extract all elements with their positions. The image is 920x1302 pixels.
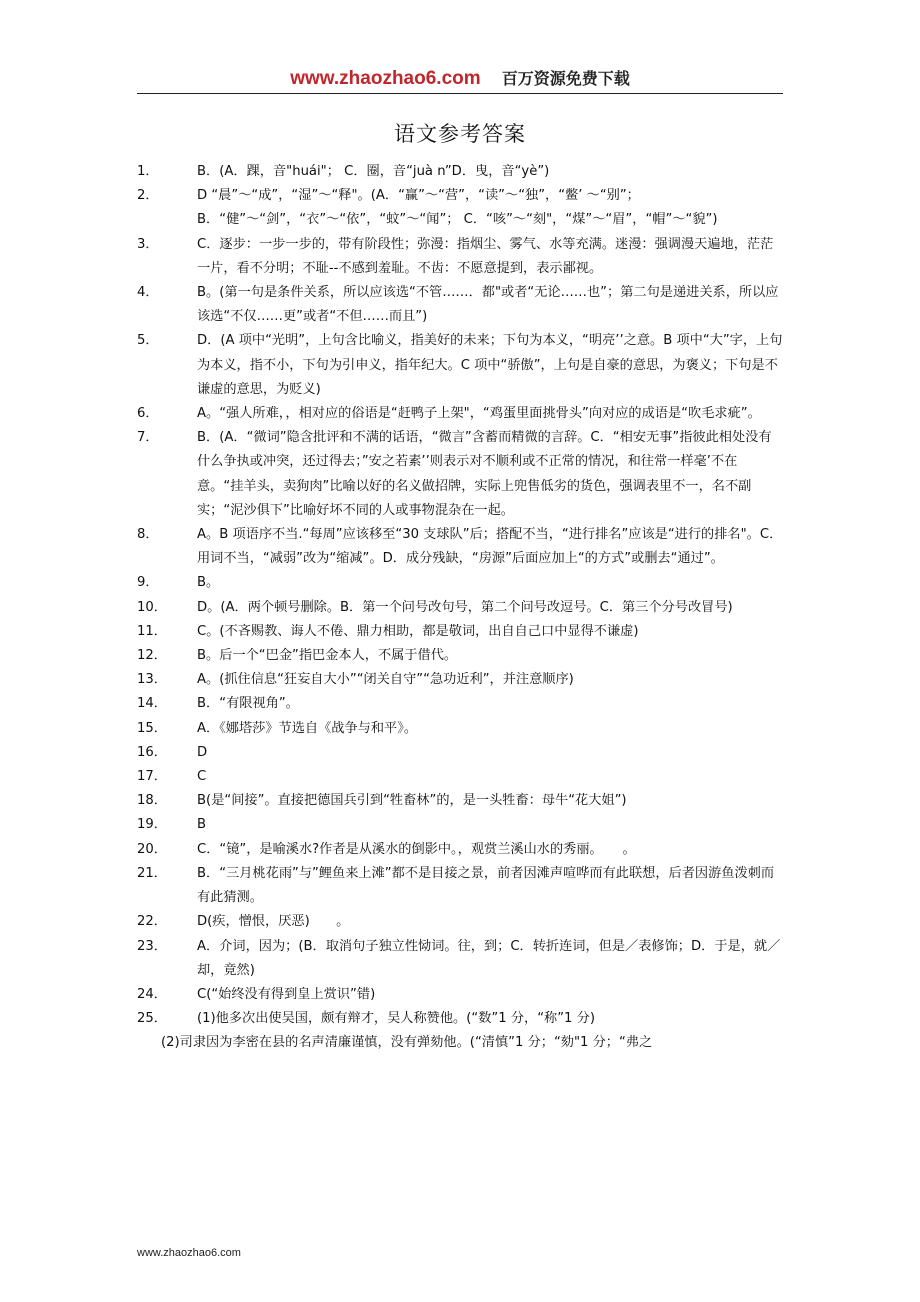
answer-text: B <box>197 817 207 833</box>
answer-item-15 <box>137 717 783 741</box>
answer-text: C．逐步：一步一步的，带有阶段性；弥漫：指烟尘、雾气、水等充满。迷漫：强调漫天遍地，茫茫一片，看不分明；不耻--不感到羞耻。不齿：不愿意提到，表示鄙视。 <box>197 236 774 276</box>
answer-item-23 <box>137 935 783 983</box>
answer-item-6 <box>137 402 783 426</box>
answer-text: A。B 项语序不当.“每周”应该移至“30 支球队”后；搭配不当，“进行排名”应该是“进行的排名"。C．用词不当，“减弱”改为“缩减”。D．成分残缺，“房源”后面应加上“的方式”或删去“通过”。 <box>197 527 783 567</box>
answer-number: 14． <box>137 696 167 712</box>
answer-item-14 <box>137 692 783 716</box>
answer-number: 19． <box>137 817 167 833</box>
answer-item-1 <box>137 160 783 184</box>
answer-text: B．“有限视角”。 <box>197 696 299 712</box>
header-site-link[interactable]: www.zhaozhao6.com <box>290 68 481 89</box>
answer-text: B。 <box>197 575 220 591</box>
answer-text: A。(抓住信息“狂妄自大小”“闭关自守”“急功近利”，并注意顺序) <box>197 672 574 688</box>
answer-text: D “晨”～“成”，“湿”～“释"。(A．“赢”～“营”，“读”～“独”，“鳖’ ～“别”；B．“健”～“剑”，“衣”～“依”，“蚊”～“闻”； C．“咳”～“刻"，“煤”～“眉”，“帽”～“貌”) <box>197 188 718 228</box>
answer-item-9 <box>137 571 783 595</box>
answer-text: B．(A．踝，音"huái"； C．圈，音“juà n”D．曳，音“yè”) <box>197 164 550 179</box>
answer-number: 20． <box>137 841 167 857</box>
answer-text: A．《娜塔莎》节选自《战争与和平》。 <box>197 720 418 736</box>
answer-item-12 <box>137 644 783 668</box>
answer-item-19 <box>137 813 783 837</box>
answer-number: 11． <box>137 623 167 639</box>
answer-text: D．(A 项中“光明”，上句含比喻义，指美好的未来；下句为本义，“明亮’’之意。B 项中“大”字，上句为本义，指不小，下句为引申义，指年纪大。C 项中“骄傲”，上句是自豪的意思，为褒义；下句是不谦虚的意思，为贬义) <box>197 333 783 397</box>
answer-item-24 <box>137 983 783 1007</box>
answer-number: 16． <box>137 744 167 760</box>
answer-text: B。后一个“巴金”指巴金本人，不属于借代。 <box>197 648 458 664</box>
answer-text: D <box>197 744 208 760</box>
answer-number: 3． <box>137 236 159 252</box>
answer-item-20 <box>137 838 783 862</box>
answer-text: A。“强人所难，，相对应的俗语是“赶鸭子上架"，“鸡蛋里面挑骨头”向对应的成语是“吹毛求疵”。 <box>197 406 761 422</box>
answer-item-11 <box>137 620 783 644</box>
answer-number: 1． <box>137 164 159 179</box>
answer-number: 7． <box>137 430 159 446</box>
answer-text: D(疾，憎恨，厌恶) 。 <box>197 914 350 930</box>
answer-item-8 <box>137 523 783 571</box>
answer-item-21 <box>137 862 783 910</box>
answer-item-25 <box>137 1007 783 1031</box>
header-divider <box>137 93 783 94</box>
answer-number: 25． <box>137 1011 167 1027</box>
answer-number: 18． <box>137 793 167 809</box>
answer-number: 15． <box>137 720 167 736</box>
answer-text: (1)他多次出使吴国，颇有辩才，吴人称赞他。(“数”1 分，“称”1 分) <box>197 1011 595 1027</box>
answer-number: 4． <box>137 285 159 301</box>
answer-text: C <box>197 769 207 785</box>
answer-item-7 <box>137 426 783 523</box>
answer-number: 9． <box>137 575 159 591</box>
answer-text: A．介词，因为；(B．取消句子独立性恸词。往，到；C．转折连词，但是／表修饰；D．于是，就／却，竟然) <box>197 938 781 978</box>
answer-number: 12． <box>137 648 167 664</box>
answer-text: D。(A．两个顿号删除。B．第一个问号改句号，第二个问号改逗号。C．第三个分号改冒号) <box>197 599 733 615</box>
answer-item-2 <box>137 184 783 232</box>
answer-item-25-sub: (2)司隶因为李密在县的名声清廉谨慎，没有弹劾他。(“清慎”1 分；“劾"1 分；“弗之 <box>161 1035 653 1051</box>
answer-number: 5． <box>137 333 159 349</box>
answer-text: C。(不吝赐教、诲人不倦、鼎力相助，都是敬词，出自自己口中显得不谦虚) <box>197 623 639 639</box>
answer-text: C(“始终没有得到皇上赏识”错) <box>197 986 376 1002</box>
answer-number: 2． <box>137 188 159 204</box>
answer-text: B．(A．“微词”隐含批评和不满的话语，“微言”含蓄而精微的言辞。C．“相安无事”指彼此相处没有什么争执或冲突，还过得去；”安之若素’’则表示对不顺利或不正常的情况，和往常一样毫’不在意。“挂羊头，卖狗肉”比喻以好的名义做招牌，实际上兜售低劣的货色，强调表里不一，名不副实；“泥沙俱下”比喻好坏不同的人或事物混杂在一起。 <box>197 430 772 518</box>
answer-text: B．“三月桃花雨”与”鲤鱼来上滩”都不是目接之景，前者因滩声喧哗而有此联想，后者因游鱼泼刺而有此猜测。 <box>197 865 775 906</box>
answer-number: 24． <box>137 986 167 1002</box>
page-header <box>137 66 783 92</box>
answer-item-17 <box>137 765 783 789</box>
answer-item-4 <box>137 281 783 329</box>
answer-item-10 <box>137 596 783 620</box>
answer-number: 8． <box>137 527 159 543</box>
answer-item-5 <box>137 329 783 402</box>
answer-item-13 <box>137 668 783 692</box>
answer-text: B。(第一句是条件关系，所以应该选“不管……．都"或者“无论……也”；第二句是递进关系，所以应该选“不仅……更”或者“不但……而且”) <box>197 285 779 325</box>
answer-item-3 <box>137 233 783 281</box>
answer-number: 23． <box>137 938 167 954</box>
answer-item-16 <box>137 741 783 765</box>
answer-number: 21． <box>137 865 167 881</box>
answer-number: 22． <box>137 914 167 930</box>
answer-text: C．“镜”，是喻溪水?作者是从溪水的倒影中。，观赏兰溪山水的秀丽。 。 <box>197 841 636 857</box>
answer-number: 6． <box>137 406 159 422</box>
header-slogan: 百万资源免费下载 <box>501 69 630 88</box>
footer-site: www.zhaozhao6.com <box>137 1247 241 1259</box>
answer-item-22 <box>137 910 783 934</box>
answer-item-18 <box>137 789 783 813</box>
page-title: 语文参考答案 <box>394 122 526 146</box>
answer-text: B(是“间接”。直接把德国兵引到“牲畜林”的，是一头牲畜：母牛“花大姐”) <box>197 793 627 809</box>
answer-number: 10． <box>137 599 167 615</box>
answer-list <box>137 160 783 1056</box>
answer-number: 17． <box>137 769 167 785</box>
answer-number: 13． <box>137 672 167 688</box>
